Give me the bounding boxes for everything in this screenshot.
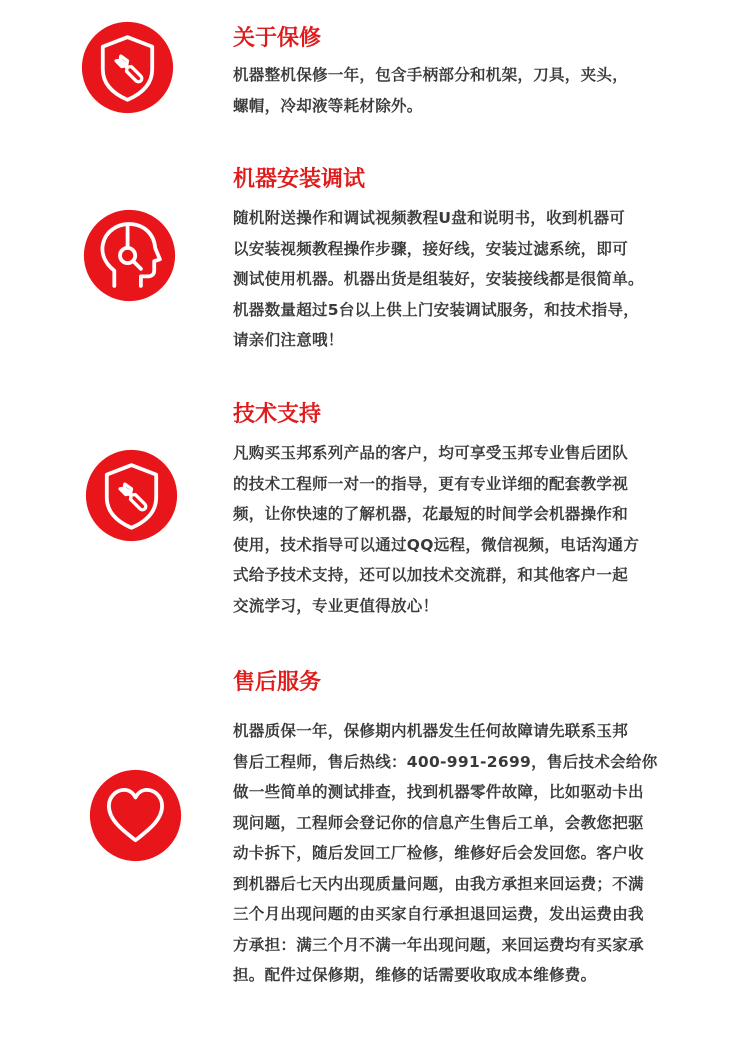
section-title: 关于保修	[233, 26, 322, 51]
body-line: 方承担：满三个月不满一年出现问题，来回运费均有买家承	[233, 935, 644, 954]
body-line: 频，让你快速的了解机器，花最短的时间学会机器操作和	[233, 505, 629, 523]
body-line: 到机器后七天内出现质量问题，由我方承担来回运费；不满	[233, 874, 644, 893]
body-line: 以安装视频教程操作步骤，接好线，安装过滤系统，即可	[233, 239, 629, 258]
body-line: 机器数量超过5台以上供上门安装调试服务，和技术指导，	[233, 300, 640, 319]
body-line: 的技术工程师一对一的指导，更有专业详细的配套教学视	[233, 474, 629, 493]
body-line: 动卡拆下，随后发回工厂检修，维修好后会发回您。客户收	[233, 844, 644, 862]
heart-icon	[88, 768, 183, 863]
body-line: 随机附送操作和调试视频教程U盘和说明书，收到机器可	[233, 209, 626, 227]
body-line: 机器整机保修一年，包含手柄部分和机架，刀具，夹头，	[233, 66, 629, 84]
body-line: 做一些简单的测试排查，找到机器零件故障，比如驱动卡出	[233, 783, 644, 801]
body-line: 机器质保一年，保修期内机器发生任何故障请先联系玉邦	[233, 722, 629, 740]
body-line: 三个月出现问题的由买家自行承担退回运费，发出运费由我	[233, 905, 644, 923]
body-line: 交流学习，专业更值得放心！	[233, 596, 439, 615]
head-search-icon	[82, 208, 177, 303]
section-title: 机器安装调试	[233, 167, 366, 192]
body-line: 测试使用机器。机器出货是组装好，安装接线都是很简单。	[233, 270, 644, 288]
shield-wrench-icon	[80, 20, 175, 115]
section-title: 技术支持	[233, 402, 322, 427]
body-line: 请亲们注意哦！	[233, 331, 344, 349]
body-line: 现问题，工程师会登记你的信息产生售后工单，会教您把驱	[233, 813, 644, 832]
body-line: 担。配件过保修期，维修的话需要收取成本维修费。	[233, 966, 597, 984]
section-title: 售后服务	[233, 670, 322, 695]
body-line: 凡购买玉邦系列产品的客户，均可享受玉邦专业售后团队	[233, 444, 629, 462]
body-line: 售后工程师，售后热线：400-991-2699，售后技术会给你	[233, 752, 658, 771]
shield-wrench-icon	[84, 448, 179, 543]
body-line: 式给予技术支持，还可以加技术交流群，和其他客户一起	[233, 566, 629, 584]
body-line: 螺帽，冷却液等耗材除外。	[233, 96, 423, 115]
body-line: 使用，技术指导可以通过QQ远程，微信视频，电话沟通方	[233, 535, 640, 554]
